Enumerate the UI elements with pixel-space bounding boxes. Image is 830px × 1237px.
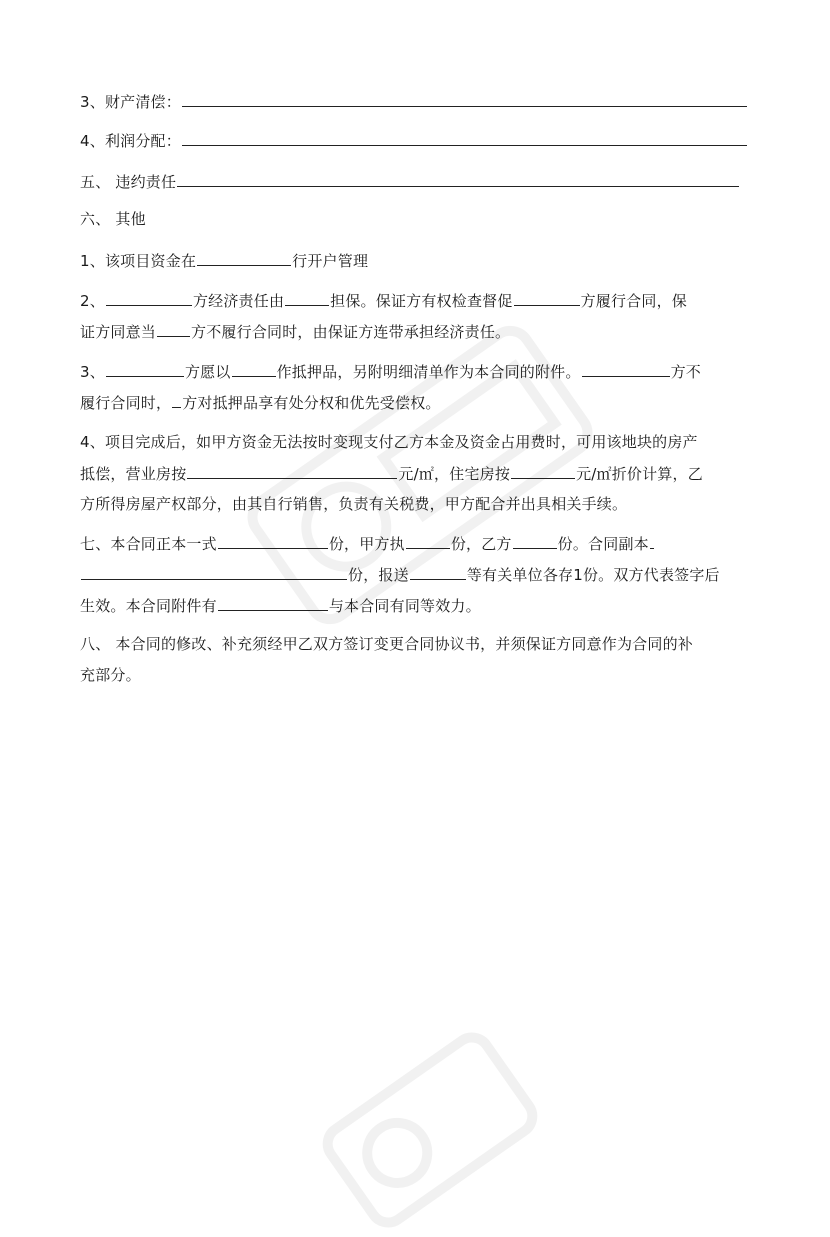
- line-copies-2: 份，报送 等有关单位各存1份。双方代表签字后: [80, 564, 720, 585]
- blank-profit-distribution[interactable]: [182, 130, 747, 146]
- blank-property-settlement[interactable]: [182, 91, 747, 107]
- line-guarantee-2: 证方同意当 方不履行合同时，由保证方连带承担经济责任。: [80, 323, 511, 341]
- blank-party-1[interactable]: [106, 290, 192, 306]
- blank-residential-price[interactable]: [511, 463, 575, 479]
- blank-collateral[interactable]: [232, 361, 276, 377]
- blank-party-4[interactable]: [106, 361, 184, 377]
- blank-bank-name[interactable]: [197, 250, 291, 266]
- blank-party-5[interactable]: [582, 361, 670, 377]
- blank-breach-liability[interactable]: [177, 171, 739, 187]
- line-repayment-2: 抵偿，营业房按 元/㎡，住宅房按 元/㎡折价计算，乙: [80, 465, 703, 483]
- blank-attachments[interactable]: [218, 595, 328, 611]
- blank-party-b-count[interactable]: [513, 533, 557, 549]
- blank-duplicate-count[interactable]: [81, 564, 347, 580]
- watermark-logo-bottom: [314, 1023, 547, 1236]
- line-property-settlement: 3、财产清偿：: [80, 91, 748, 112]
- line-collateral-1: 3、 方愿以 作抵押品，另附明细清单作为本合同的附件。 方不: [80, 363, 701, 381]
- line-repayment-1: 4、项目完成后，如甲方资金无法按时变现支付乙方本金及资金占用费时，可用该地块的房产: [80, 433, 698, 451]
- blank-party-3[interactable]: [157, 321, 190, 337]
- blank-original-count[interactable]: [218, 533, 328, 549]
- line-repayment-3: 方所得房屋产权部分，由其自行销售，负责有关税费，甲方配合并出具相关手续。: [80, 495, 628, 513]
- blank-party-a-count[interactable]: [406, 533, 450, 549]
- line-amendment-1: 八、 本合同的修改、补充须经甲乙双方签订变更合同协议书，并须保证方同意作为合同的补: [80, 635, 693, 653]
- line-breach-liability: 五、 违约责任: [80, 171, 740, 192]
- blank-submit-to[interactable]: [410, 564, 466, 580]
- line-bank-account: 1、该项目资金在 行开户管理: [80, 252, 369, 270]
- line-collateral-2: 履行合同时， 方对抵押品享有处分权和优先受偿权。: [80, 394, 441, 412]
- line-copies-1: 七、本合同正本一式 份，甲方执 份，乙方 份。合同副本: [80, 533, 655, 554]
- line-profit-distribution: 4、利润分配：: [80, 130, 748, 151]
- blank-party-2[interactable]: [514, 290, 580, 306]
- section-heading-other: 六、 其他: [80, 210, 146, 228]
- line-guarantee-1: 2、 方经济责任由 担保。保证方有权检查督促 方履行合同，保: [80, 292, 687, 310]
- blank-party-6[interactable]: [172, 392, 181, 408]
- blank-duplicate-start[interactable]: [650, 533, 654, 549]
- blank-guarantor[interactable]: [285, 290, 329, 306]
- blank-commercial-price[interactable]: [187, 463, 397, 479]
- line-amendment-2: 充部分。: [80, 666, 141, 684]
- line-copies-3: 生效。本合同附件有 与本合同有同等效力。: [80, 597, 481, 615]
